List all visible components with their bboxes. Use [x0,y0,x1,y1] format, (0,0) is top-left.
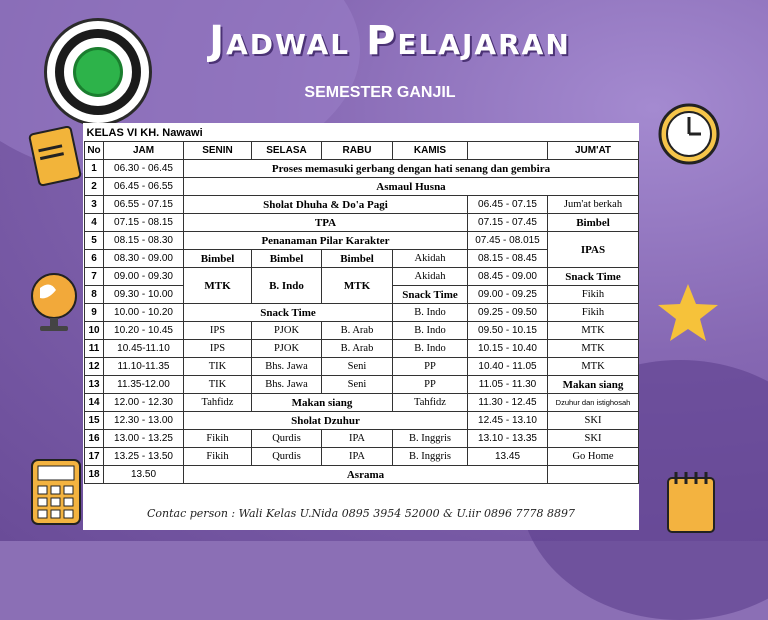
schedule-table [84,124,639,484]
table-row: 16 13.00 - 13.25 Fikih Qurdis IPA B. Inggris 13.10 - 13.35 SKI [85,430,639,448]
page-title: Jadwal Pelajaran [209,18,571,64]
table-row: 1 06.30 - 06.45 Proses memasuki gerbang dengan hati senang dan gembira [85,160,639,178]
table-row: 13 11.35-12.00 TIK Bhs. Jawa Seni PP 11.05 - 11.30 Makan siang [85,376,639,394]
table-row: 10 10.20 - 10.45 IPS PJOK B. Arab B. Indo 09.50 - 10.15 MTK [85,322,639,340]
table-row: 4 07.15 - 08.15 TPA 07.15 - 07.45 Bimbel [85,214,639,232]
contact-footer: Contac person : Wali Kelas U.Nida 0895 3954 52000 & U.iir 0896 7778 8897 [147,507,575,520]
calculator-icon [30,458,82,526]
table-row: 3 06.55 - 07.15 Sholat Dhuha & Do'a Pagi 06.45 - 07.15 Jum'at berkah [85,196,639,214]
notepad-icon [662,470,722,536]
table-row: 9 10.00 - 10.20 Snack Time B. Indo 09.25 - 09.50 Fikih [85,304,639,322]
table-row: 7 09.00 - 09.30 MTK B. Indo MTK Akidah 08.45 - 09.00 Snack Time [85,268,639,286]
table-row: 6 08.30 - 09.00 Bimbel Bimbel Bimbel Akidah 08.15 - 08.45 [85,250,639,268]
star-icon [656,282,720,344]
table-row: 17 13.25 - 13.50 Fikih Qurdis IPA B. Inggris 13.45 Go Home [85,448,639,466]
table-row: 12 11.10-11.35 TIK Bhs. Jawa Seni PP 10.40 - 11.05 MTK [85,358,639,376]
notebook-icon [26,126,84,188]
table-row: 8 09.30 - 10.00 Snack Time 09.00 - 09.25 Fikih [85,286,639,304]
globe-icon [26,270,82,334]
table-row: 15 12.30 - 13.00 Sholat Dzuhur 12.45 - 13.10 SKI [85,412,639,430]
clock-icon [657,102,721,166]
page-subtitle: SEMESTER GANJIL [304,84,456,101]
table-row: 11 10.45-11.10 IPS PJOK B. Arab B. Indo 10.15 - 10.40 MTK [85,340,639,358]
table-row: 2 06.45 - 06.55 Asmaul Husna [85,178,639,196]
table-row: 14 12.00 - 12.30 Tahfidz Makan siang Tahfidz 11.30 - 12.45 Dzuhur dan istighosah [85,394,639,412]
table-header: No JAM SENIN SELASA RABU KAMIS JUM'AT [85,142,639,160]
table-row: 18 13.50 Asrama [85,466,639,484]
table-row: 5 08.15 - 08.30 Penanaman Pilar Karakter 07.45 - 08.015 IPAS [85,232,639,250]
class-label: KELAS VI KH. Nawawi [85,124,639,142]
school-logo [44,18,152,126]
